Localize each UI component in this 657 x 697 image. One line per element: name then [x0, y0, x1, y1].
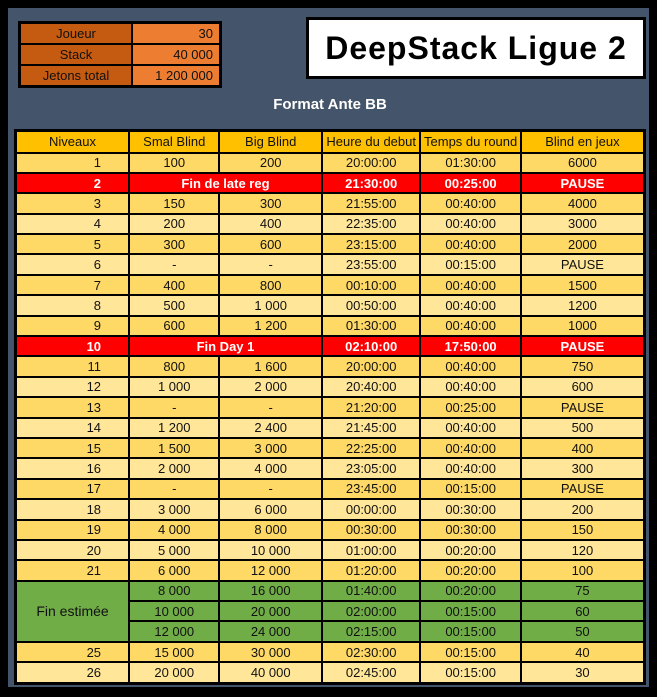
- big-blind-cell: 20 000: [219, 601, 321, 621]
- level-cell: 1: [16, 153, 130, 173]
- blind-in-play-cell: 6000: [521, 153, 645, 173]
- round-time-cell: 00:15:00: [420, 642, 520, 662]
- level-row: [16, 662, 645, 683]
- small-blind-cell: 4 000: [129, 520, 219, 540]
- small-blind-cell: -: [129, 397, 219, 417]
- blind-in-play-cell: 750: [521, 356, 645, 376]
- start-time-cell: 23:45:00: [322, 479, 420, 499]
- level-row: [16, 499, 645, 519]
- start-time-cell: 01:00:00: [322, 540, 420, 560]
- info-label-stack: Stack: [20, 44, 133, 65]
- blind-in-play-cell: PAUSE: [521, 397, 645, 417]
- blind-in-play-cell: 400: [521, 438, 645, 458]
- blinds-table: [14, 129, 646, 685]
- blind-in-play-cell: 500: [521, 418, 645, 438]
- start-time-cell: 20:40:00: [322, 377, 420, 397]
- level-row: [16, 153, 645, 173]
- level-row: [16, 581, 645, 601]
- header-niveaux: Niveaux: [16, 131, 130, 153]
- start-time-cell: 00:50:00: [322, 295, 420, 315]
- start-time-cell: 02:10:00: [322, 336, 420, 356]
- header-round-time: Temps du round: [420, 131, 520, 153]
- level-cell: 12: [16, 377, 130, 397]
- start-time-cell: 02:00:00: [322, 601, 420, 621]
- small-blind-cell: 2 000: [129, 458, 219, 478]
- small-blind-cell: 150: [129, 193, 219, 213]
- level-cell: 15: [16, 438, 130, 458]
- blind-in-play-cell: 100: [521, 560, 645, 580]
- big-blind-cell: 24 000: [219, 621, 321, 641]
- round-time-cell: 17:50:00: [420, 336, 520, 356]
- header-blind-in-play: Blind en jeux: [521, 131, 645, 153]
- round-time-cell: 00:40:00: [420, 193, 520, 213]
- header-big-blind: Big Blind: [219, 131, 321, 153]
- level-row: [16, 275, 645, 295]
- milestone-label-cell: Fin de late reg: [129, 173, 322, 193]
- round-time-cell: 00:40:00: [420, 295, 520, 315]
- round-time-cell: 00:40:00: [420, 234, 520, 254]
- level-row: [16, 214, 645, 234]
- blind-in-play-cell: PAUSE: [521, 336, 645, 356]
- start-time-cell: 01:30:00: [322, 316, 420, 336]
- level-row: [16, 458, 645, 478]
- blind-in-play-cell: 120: [521, 540, 645, 560]
- small-blind-cell: 400: [129, 275, 219, 295]
- info-value-stack: 40 000: [132, 44, 221, 65]
- info-row-jetons-total: [20, 65, 221, 87]
- small-blind-cell: 5 000: [129, 540, 219, 560]
- blind-in-play-cell: PAUSE: [521, 254, 645, 274]
- round-time-cell: 00:20:00: [420, 540, 520, 560]
- round-time-cell: 00:30:00: [420, 499, 520, 519]
- small-blind-cell: 300: [129, 234, 219, 254]
- level-cell: 18: [16, 499, 130, 519]
- level-cell: 14: [16, 418, 130, 438]
- level-row: [16, 295, 645, 315]
- big-blind-cell: 4 000: [219, 458, 321, 478]
- small-blind-cell: 8 000: [129, 581, 219, 601]
- blind-in-play-cell: 200: [521, 499, 645, 519]
- slate-panel: [8, 8, 649, 687]
- start-time-cell: 01:40:00: [322, 581, 420, 601]
- header-start-time: Heure du debut: [322, 131, 420, 153]
- level-row: [16, 540, 645, 560]
- round-time-cell: 00:40:00: [420, 214, 520, 234]
- level-row: [16, 397, 645, 417]
- big-blind-cell: 6 000: [219, 499, 321, 519]
- small-blind-cell: 3 000: [129, 499, 219, 519]
- round-time-cell: 00:40:00: [420, 275, 520, 295]
- blinds-header-row: [16, 131, 645, 153]
- big-blind-cell: 400: [219, 214, 321, 234]
- format-subtitle: Format Ante BB: [273, 96, 387, 113]
- big-blind-cell: 300: [219, 193, 321, 213]
- big-blind-cell: 1 600: [219, 356, 321, 376]
- round-time-cell: 00:15:00: [420, 662, 520, 683]
- page-title: DeepStack Ligue 2: [325, 29, 627, 66]
- big-blind-cell: 2 400: [219, 418, 321, 438]
- blind-in-play-cell: 600: [521, 377, 645, 397]
- level-cell: 17: [16, 479, 130, 499]
- header-small-blind: Smal Blind: [129, 131, 219, 153]
- level-row: [16, 438, 645, 458]
- start-time-cell: 21:30:00: [322, 173, 420, 193]
- level-cell: 3: [16, 193, 130, 213]
- small-blind-cell: -: [129, 479, 219, 499]
- big-blind-cell: 16 000: [219, 581, 321, 601]
- blind-in-play-cell: 4000: [521, 193, 645, 213]
- level-cell: 19: [16, 520, 130, 540]
- info-label-jetons-total: Jetons total: [20, 65, 133, 87]
- level-cell: 21: [16, 560, 130, 580]
- start-time-cell: 21:20:00: [322, 397, 420, 417]
- round-time-cell: 00:40:00: [420, 356, 520, 376]
- blind-in-play-cell: 75: [521, 581, 645, 601]
- blind-in-play-cell: 2000: [521, 234, 645, 254]
- round-time-cell: 00:40:00: [420, 377, 520, 397]
- level-row: [16, 356, 645, 376]
- big-blind-cell: 2 000: [219, 377, 321, 397]
- level-cell: 9: [16, 316, 130, 336]
- blind-in-play-cell: 40: [521, 642, 645, 662]
- start-time-cell: 23:55:00: [322, 254, 420, 274]
- start-time-cell: 00:30:00: [322, 520, 420, 540]
- level-cell: 13: [16, 397, 130, 417]
- blind-in-play-cell: 150: [521, 520, 645, 540]
- start-time-cell: 20:00:00: [322, 153, 420, 173]
- blind-in-play-cell: 300: [521, 458, 645, 478]
- big-blind-cell: 600: [219, 234, 321, 254]
- level-row: [16, 377, 645, 397]
- level-row: [16, 560, 645, 580]
- round-time-cell: 00:40:00: [420, 438, 520, 458]
- level-cell: 5: [16, 234, 130, 254]
- start-time-cell: 22:35:00: [322, 214, 420, 234]
- level-cell: 6: [16, 254, 130, 274]
- small-blind-cell: 500: [129, 295, 219, 315]
- level-row: [16, 173, 645, 193]
- blind-in-play-cell: 30: [521, 662, 645, 683]
- level-row: [16, 479, 645, 499]
- info-row-stack: [20, 44, 221, 65]
- big-blind-cell: 40 000: [219, 662, 321, 683]
- info-row-joueur: [20, 23, 221, 45]
- start-time-cell: 23:15:00: [322, 234, 420, 254]
- round-time-cell: 00:40:00: [420, 316, 520, 336]
- small-blind-cell: 1 500: [129, 438, 219, 458]
- level-row: [16, 642, 645, 662]
- level-row: [16, 520, 645, 540]
- round-time-cell: 00:40:00: [420, 418, 520, 438]
- small-blind-cell: 6 000: [129, 560, 219, 580]
- round-time-cell: 00:40:00: [420, 458, 520, 478]
- big-blind-cell: 3 000: [219, 438, 321, 458]
- big-blind-cell: 800: [219, 275, 321, 295]
- small-blind-cell: 600: [129, 316, 219, 336]
- level-cell: 2: [16, 173, 130, 193]
- level-row: [16, 234, 645, 254]
- start-time-cell: 01:20:00: [322, 560, 420, 580]
- big-blind-cell: 12 000: [219, 560, 321, 580]
- big-blind-cell: 30 000: [219, 642, 321, 662]
- big-blind-cell: 10 000: [219, 540, 321, 560]
- level-cell: 7: [16, 275, 130, 295]
- level-cell: 8: [16, 295, 130, 315]
- small-blind-cell: 200: [129, 214, 219, 234]
- blind-in-play-cell: 1500: [521, 275, 645, 295]
- blind-in-play-cell: 1000: [521, 316, 645, 336]
- start-time-cell: 21:55:00: [322, 193, 420, 213]
- small-blind-cell: 10 000: [129, 601, 219, 621]
- start-time-cell: 22:25:00: [322, 438, 420, 458]
- level-row: [16, 316, 645, 336]
- start-time-cell: 00:10:00: [322, 275, 420, 295]
- start-time-cell: 02:15:00: [322, 621, 420, 641]
- blind-in-play-cell: 3000: [521, 214, 645, 234]
- start-time-cell: 23:05:00: [322, 458, 420, 478]
- big-blind-cell: -: [219, 254, 321, 274]
- level-cell: 10: [16, 336, 130, 356]
- small-blind-cell: -: [129, 254, 219, 274]
- level-cell: 4: [16, 214, 130, 234]
- round-time-cell: 00:15:00: [420, 601, 520, 621]
- round-time-cell: 01:30:00: [420, 153, 520, 173]
- level-row: [16, 418, 645, 438]
- big-blind-cell: 200: [219, 153, 321, 173]
- small-blind-cell: 1 200: [129, 418, 219, 438]
- info-table: [18, 21, 222, 88]
- level-row: [16, 336, 645, 356]
- round-time-cell: 00:15:00: [420, 479, 520, 499]
- blinds-table-body: [16, 153, 645, 684]
- blind-in-play-cell: 1200: [521, 295, 645, 315]
- level-cell: 26: [16, 662, 130, 683]
- level-row: [16, 254, 645, 274]
- level-cell: 25: [16, 642, 130, 662]
- small-blind-cell: 12 000: [129, 621, 219, 641]
- info-value-jetons-total: 1 200 000: [132, 65, 221, 87]
- big-blind-cell: 1 000: [219, 295, 321, 315]
- info-value-joueur: 30: [132, 23, 221, 45]
- level-cell: 16: [16, 458, 130, 478]
- small-blind-cell: 800: [129, 356, 219, 376]
- round-time-cell: 00:25:00: [420, 173, 520, 193]
- round-time-cell: 00:20:00: [420, 560, 520, 580]
- round-time-cell: 00:15:00: [420, 254, 520, 274]
- big-blind-cell: -: [219, 479, 321, 499]
- big-blind-cell: 1 200: [219, 316, 321, 336]
- start-time-cell: 00:00:00: [322, 499, 420, 519]
- small-blind-cell: 100: [129, 153, 219, 173]
- small-blind-cell: 15 000: [129, 642, 219, 662]
- small-blind-cell: 20 000: [129, 662, 219, 683]
- start-time-cell: 02:45:00: [322, 662, 420, 683]
- level-cell: 11: [16, 356, 130, 376]
- round-time-cell: 00:25:00: [420, 397, 520, 417]
- blind-in-play-cell: PAUSE: [521, 173, 645, 193]
- info-label-joueur: Joueur: [20, 23, 133, 45]
- big-blind-cell: 8 000: [219, 520, 321, 540]
- round-time-cell: 00:30:00: [420, 520, 520, 540]
- start-time-cell: 21:45:00: [322, 418, 420, 438]
- milestone-label-cell: Fin Day 1: [129, 336, 322, 356]
- round-time-cell: 00:15:00: [420, 621, 520, 641]
- big-blind-cell: -: [219, 397, 321, 417]
- level-row: [16, 193, 645, 213]
- level-cell: 20: [16, 540, 130, 560]
- start-time-cell: 02:30:00: [322, 642, 420, 662]
- blind-in-play-cell: PAUSE: [521, 479, 645, 499]
- fin-estimee-cell: Fin estimée: [16, 581, 130, 642]
- small-blind-cell: 1 000: [129, 377, 219, 397]
- blind-in-play-cell: 60: [521, 601, 645, 621]
- blind-in-play-cell: 50: [521, 621, 645, 641]
- start-time-cell: 20:00:00: [322, 356, 420, 376]
- title-box: [306, 17, 646, 79]
- round-time-cell: 00:20:00: [420, 581, 520, 601]
